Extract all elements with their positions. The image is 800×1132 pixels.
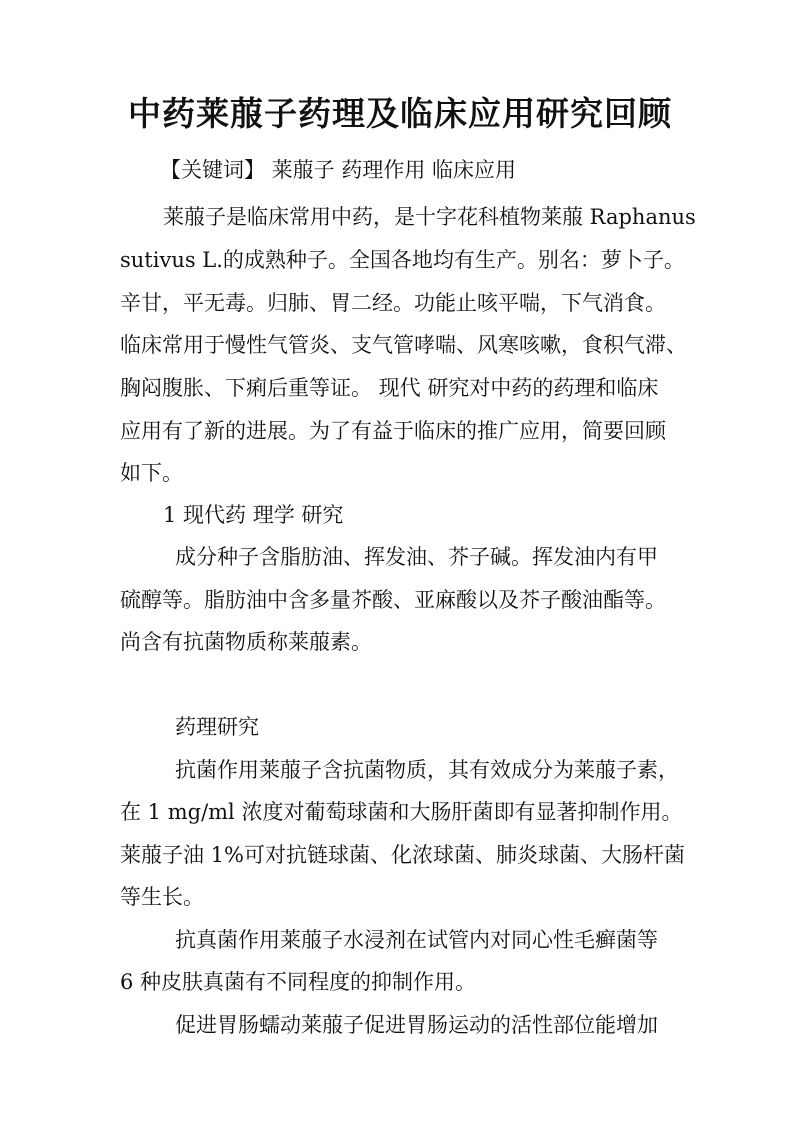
section-heading: 1 现代药 理学 研究	[163, 503, 344, 527]
antifungal-line: 抗真菌作用莱菔子水浸剂在试管内对同心性毛癣菌等	[175, 928, 658, 952]
intro-line: 如下。	[120, 461, 183, 485]
composition-line: 尚含有抗菌物质称莱菔素。	[120, 630, 372, 654]
antibacterial-line: 莱菔子油 1%可对抗链球菌、化浓球菌、肺炎球菌、大肠杆菌	[120, 843, 685, 867]
subsection-heading: 药理研究	[175, 715, 259, 739]
composition-line: 硫醇等。脂肪油中含多量芥酸、亚麻酸以及芥子酸油酯等。	[120, 588, 666, 612]
intro-line: 胸闷腹胀、下痢后重等证。 现代 研究对中药的药理和临床	[120, 376, 659, 400]
antibacterial-line: 抗菌作用莱菔子含抗菌物质，其有效成分为莱菔子素，	[175, 758, 679, 782]
antibacterial-line: 等生长。	[120, 885, 204, 909]
document-title: 中药莱菔子药理及临床应用研究回顾	[128, 94, 672, 133]
intro-line: sutivus L.的成熟种子。全国各地均有生产。别名：萝卜子。	[120, 248, 685, 272]
intro-line: 莱菔子是临床常用中药，是十字花科植物莱菔 Raphanus	[163, 205, 696, 229]
intro-line: 辛甘，平无毒。归肺、胃二经。功能止咳平喘，下气消食。	[120, 291, 666, 315]
motility-line: 促进胃肠蠕动莱菔子促进胃肠运动的活性部位能增加	[175, 1013, 658, 1037]
keywords-line: 【关键词】 莱菔子 药理作用 临床应用	[160, 158, 517, 182]
intro-line: 应用有了新的进展。为了有益于临床的推广应用，简要回顾	[120, 419, 666, 443]
intro-line: 临床常用于慢性气管炎、支气管哮喘、风寒咳嗽，食积气滞、	[120, 333, 687, 357]
composition-line: 成分种子含脂肪油、挥发油、芥子碱。挥发油内有甲	[175, 545, 658, 569]
antibacterial-line: 在 1 mg/ml 浓度对葡萄球菌和大肠肝菌即有显著抑制作用。	[120, 800, 683, 824]
antifungal-line: 6 种皮肤真菌有不同程度的抑制作用。	[120, 970, 477, 994]
